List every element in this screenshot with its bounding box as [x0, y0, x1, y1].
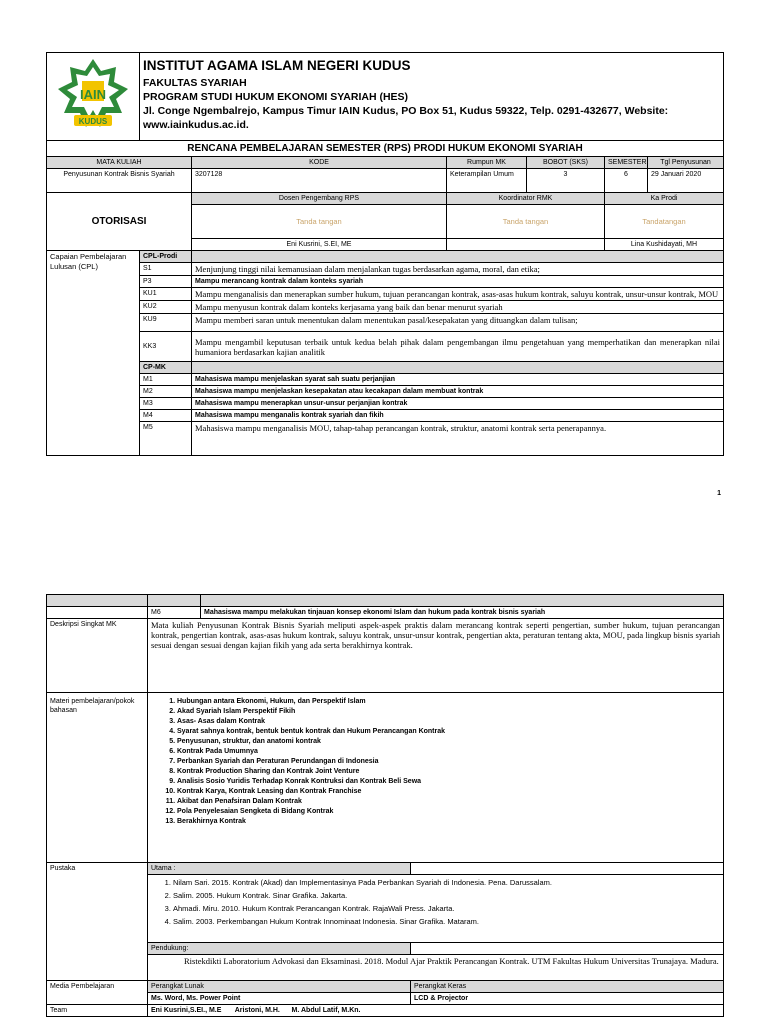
materi-item: 12. Pola Penyelesaian Sengketa di Bidang Kontrak: [177, 807, 720, 817]
cpl-code: P3: [140, 276, 192, 288]
cpmk-text: Mahasiswa mampu menerapkan unsur-unsur perjanjian kontrak: [192, 398, 724, 410]
course-header-credit: BOBOT (SKS): [527, 157, 605, 169]
svg-text:IAIN: IAIN: [80, 87, 106, 102]
name-coordinator: [447, 239, 605, 251]
address: Jl. Conge Ngembalrejo, Kampus Timur IAIN Kudus, PO Box 51, Kudus 59322, Telp. 0291-432677, Website: www.iainkudus.ac.id.: [143, 105, 669, 131]
cpl-label: Capaian Pembelajaran Lulusan (CPL): [47, 251, 140, 456]
course-semester: 6: [605, 169, 648, 193]
media-label: Media Pembelajaran: [47, 981, 148, 1005]
authorization-label: OTORISASI: [47, 193, 192, 251]
name-head: Lina Kushidayati, MH: [605, 239, 724, 251]
materi-label: Materi pembelajaran/pokok bahasan: [47, 693, 148, 863]
course-date: 29 Januari 2020: [648, 169, 724, 193]
cpl-text: Mampu menganalisis dan menerapkan sumber hukum, tujuan perancangan kontrak, asas-asas hukum kontrak, saluyu kontrak, unsur-unsur kontrak, MOU: [192, 288, 724, 301]
cpmk-text: Mahasiswa mampu menjelaskan kesepakatan atau kecakapan dalam membuat kontrak: [192, 386, 724, 398]
pustaka-utama-label: Utama :: [148, 863, 411, 875]
pustaka-pendukung-text: Ristekdikti Laboratorium Advokasi dan Eksaminasi. 2018. Modul Ajar Praktik Perancangan Kontrak. UTM Fakultas Hukum Universitas Trunajaya. Madura.: [148, 955, 724, 981]
materi-item: 4. Syarat sahnya kontrak, bentuk bentuk kontrak dan Hukum Perancangan Kontrak: [177, 727, 720, 737]
materi-item: 6. Kontrak Pada Umumnya: [177, 747, 720, 757]
materi-item: 11. Akibat dan Penafsiran Dalam Kontrak: [177, 797, 720, 807]
pustaka-utama-cell: [148, 875, 724, 943]
signature-head: Tandatangan: [605, 205, 724, 239]
course-header-code: KODE: [192, 157, 447, 169]
course-credit: 3: [527, 169, 605, 193]
pustaka-item: 1. Nilam Sari. 2015. Kontrak (Akad) dan Implementasinya Pada Perbankan Syariah di Indonesia. Pena. Darussalam.: [173, 876, 720, 889]
hardware-value: LCD & Projector: [411, 993, 724, 1005]
course-header-name: MATA KULIAH: [47, 157, 192, 169]
materi-list: [151, 697, 720, 827]
cpl-text: Mampu memberi saran untuk menentukan dalam menentukan pasal/kesepakatan yang dituangkan dalam tulisan;: [192, 314, 724, 332]
cpmk-text: Mahasiswa mampu melakukan tinjauan konsep ekonomi Islam dan hukum pada kontrak bisnis syariah: [201, 607, 724, 619]
hardware-label: Perangkat Keras: [411, 981, 724, 993]
pustaka-label: Pustaka: [47, 863, 148, 981]
pustaka-item: 3. Ahmadi. Miru. 2010. Hukum Kontrak Perancangan Kontrak. RajaWali Press. Jakarta.: [173, 902, 720, 915]
auth-header-coordinator: Koordinator RMK: [447, 193, 605, 205]
cpl-text: Mampu menyusun kontrak dalam konteks kerjasama yang baik dan benar menurut syariah: [192, 301, 724, 314]
materi-item: 2. Akad Syariah Islam Perspektif Fikih: [177, 707, 720, 717]
team-members: Eni Kusrini,S.EI., M.E Aristoni, M.H. M. Abdul Latif, M.Kn.: [148, 1005, 724, 1017]
cpl-code: KU1: [140, 288, 192, 301]
cpl-text: Menjunjung tinggi nilai kemanusiaan dalam menjalankan tugas berdasarkan agama, moral, dan etika;: [192, 263, 724, 276]
course-cluster: Keterampilan Umum: [447, 169, 527, 193]
cpl-code: KU9: [140, 314, 192, 332]
rps-continuation-table: [46, 594, 724, 1017]
cpmk-text: Mahasiswa mampu menganalisis MOU, tahap-tahap perancangan kontrak, struktur, anatomi kontrak serta penerapannya.: [192, 422, 724, 456]
institution-info: [140, 53, 724, 141]
cpmk-text: Mahasiswa mampu menjelaskan syarat sah suatu perjanjian: [192, 374, 724, 386]
software-label: Perangkat Lunak: [148, 981, 411, 993]
software-value: Ms. Word, Ms. Power Point: [148, 993, 411, 1005]
materi-item: 7. Perbankan Syariah dan Peraturan Perundangan di Indonesia: [177, 757, 720, 767]
cpl-code: KU2: [140, 301, 192, 314]
cpmk-code: M1: [140, 374, 192, 386]
cpl-text: Mampu mengambil keputusan terbaik untuk kedua belah pihak dalam pengembangan ilmu pengetahuan yang memperhatikan dan menerapkan nilai humaniora berdasarkan kajian analitik: [192, 332, 724, 362]
auth-header-developer: Dosen Pengembang RPS: [192, 193, 447, 205]
team-label: Team: [47, 1005, 148, 1017]
cpl-code: S1: [140, 263, 192, 276]
auth-header-head: Ka Prodi: [605, 193, 724, 205]
cpmk-code: M2: [140, 386, 192, 398]
page-number: 1: [717, 490, 721, 497]
pustaka-item: 4. Salim. 2003. Perkembangan Hukum Kontrak Innominaat Indonesia. Sinar Grafika. Mataram.: [173, 915, 720, 928]
materi-item: 8. Kontrak Production Sharing dan Kontrak Joint Venture: [177, 767, 720, 777]
institute-name: INSTITUT AGAMA ISLAM NEGERI KUDUS: [143, 58, 411, 73]
cpmk-text: Mahasiswa mampu menganalis kontrak syariah dan fikih: [192, 410, 724, 422]
course-header-date: Tgl Penyusunan: [648, 157, 724, 169]
course-code: 3207128: [192, 169, 447, 193]
cpmk-code: M4: [140, 410, 192, 422]
cpmk-code: M6: [148, 607, 201, 619]
materi-cell: [148, 693, 724, 863]
materi-item: 9. Analisis Sosio Yuridis Terhadap Konrak Kontruksi dan Kontrak Beli Sewa: [177, 777, 720, 787]
course-header-cluster: Rumpun MK: [447, 157, 527, 169]
cpmk-code: M5: [140, 422, 192, 456]
pustaka-item: 2. Salim. 2005. Hukum Kontrak. Sinar Grafika. Jakarta.: [173, 889, 720, 902]
description-text: Mata kuliah Penyusunan Kontrak Bisnis Syariah meliputi aspek-aspek praktis dalam merancang kontrak seperti pengertian, sumber hukum, tujuan perancangan kontrak, pengertian kontrak, asas-asas hukum kontrak, saluyu kontrak, unsur-unsur kontrak, pengertian akta, peraturan tentang akta, MOU, pada lingkup bisnis syariah sesuai dengan sesuai dengan kajian fikih yang ada serta berakhirnya kontrak.: [148, 619, 724, 693]
rps-header-table: [46, 52, 724, 456]
materi-item: 13. Berakhirnya Kontrak: [177, 817, 720, 827]
signature-coordinator: Tanda tangan: [447, 205, 605, 239]
course-header-semester: SEMESTER: [605, 157, 648, 169]
materi-item: 1. Hubungan antara Ekonomi, Hukum, dan Perspektif Islam: [177, 697, 720, 707]
course-name: Penyusunan Kontrak Bisnis Syariah: [47, 169, 192, 193]
cpl-text: Mampu merancang kontrak dalam konteks syariah: [192, 276, 724, 288]
cpmk-section-label: CP-MK: [140, 362, 192, 374]
faculty-name: FAKULTAS SYARIAH: [143, 77, 247, 89]
iain-kudus-logo: [54, 57, 132, 133]
rps-title: RENCANA PEMBELAJARAN SEMESTER (RPS) PRODI HUKUM EKONOMI SYARIAH: [47, 141, 724, 157]
pustaka-utama-list: [151, 876, 720, 928]
cpl-section-label: CPL-Prodi: [140, 251, 192, 263]
name-developer: Eni Kusrini, S.EI, ME: [192, 239, 447, 251]
materi-item: 10. Kontrak Karya, Kontrak Leasing dan Kontrak Franchise: [177, 787, 720, 797]
description-label: Deskripsi Singkat MK: [47, 619, 148, 693]
cpl-code: KK3: [140, 332, 192, 362]
pustaka-pendukung-label: Pendukung:: [148, 943, 411, 955]
rps-page-2: [46, 594, 723, 1017]
signature-developer: Tanda tangan: [192, 205, 447, 239]
logo-cell: [47, 53, 140, 141]
cpmk-code: M3: [140, 398, 192, 410]
program-name: PROGRAM STUDI HUKUM EKONOMI SYARIAH (HES): [143, 91, 409, 103]
svg-text:KUDUS: KUDUS: [78, 117, 108, 126]
materi-item: 3. Asas- Asas dalam Kontrak: [177, 717, 720, 727]
rps-page-1: [46, 52, 723, 456]
materi-item: 5. Penyusunan, struktur, dan anatomi kontrak: [177, 737, 720, 747]
